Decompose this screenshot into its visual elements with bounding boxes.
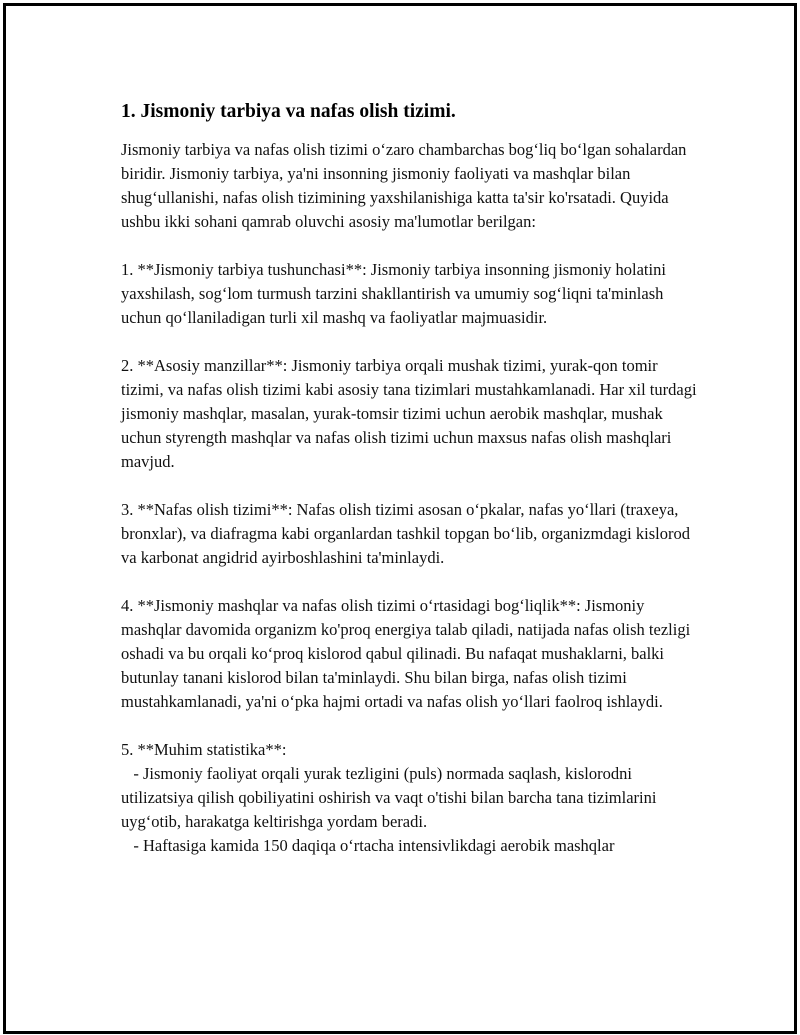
item-2-paragraph: 2. **Asosiy manzillar**: Jismoniy tarbiya orqali mushak tizimi, yurak-qon tomir tizimi, va nafas olish tizimi kabi asosiy tana tizimlari mustahkamlanadi. Har xil turdagi jismoniy mashqlar, masalan, yurak-tomsir tizimi uchun aerobik mashqlar, mushak uchun styrength mashqlar va nafas olish tizimi uchun maxsus nafas olish mashqlari mavjud. xyxy=(121,356,701,471)
document-body xyxy=(121,100,701,858)
item-5-paragraph: 5. **Muhim statistika**: - Jismoniy faoliyat orqali yurak tezligini (puls) normada saqlash, kislorodni utilizatsiya qilish qobiliyatini oshirish va vaqt o'tishi bilan barcha tana tizimlarini uyg‘otib, harakatga keltirishga yordam beradi. - Haftasiga kamida 150 daqiqa o‘rtacha intensivlikdagi aerobik mashqlar xyxy=(121,740,657,855)
page-frame xyxy=(3,3,797,1034)
section-heading: 1. Jismoniy tarbiya va nafas olish tizimi. xyxy=(121,101,456,122)
item-1-paragraph: 1. **Jismoniy tarbiya tushunchasi**: Jismoniy tarbiya insonning jismoniy holatini yaxshilash, sog‘lom turmush tarzini shakllantirish va umumiy sog‘liqni ta'minlash uchun qo‘llaniladigan turli xil mashq va faoliyatlar majmuasidir. xyxy=(121,260,671,327)
intro-paragraph: Jismoniy tarbiya va nafas olish tizimi o‘zaro chambarchas bog‘liq bo‘lgan sohalardan biridir. Jismoniy tarbiya, ya'ni insonning jismoniy faoliyati va mashqlar bilan shug‘ullanishi, nafas olish tizimining yaxshilanishiga katta ta'sir ko'rsatadi. Quyida ushbu ikki sohani qamrab oluvchi asosiy ma'lumotlar berilgan: xyxy=(121,140,691,231)
item-3-paragraph: 3. **Nafas olish tizimi**: Nafas olish tizimi asosan o‘pkalar, nafas yo‘llari (traxeya, bronxlar), va diafragma kabi organlardan tashkil topgan bo‘lib, organizmdagi kislorod va karbonat angidrid ayirboshlashini ta'minlaydi. xyxy=(121,500,695,567)
item-4-paragraph: 4. **Jismoniy mashqlar va nafas olish tizimi o‘rtasidagi bog‘liqlik**: Jismoniy mashqlar davomida organizm ko'proq energiya talab qiladi, natijada nafas olish tezligi oshadi va bu orqali ko‘proq kislorod qabul qilinadi. Bu nafaqat mushaklarni, balki butunlay tanani kislorod bilan ta'minlaydi. Shu bilan birga, nafas olish tizimi mustahkamlanadi, ya'ni o‘pka hajmi ortadi va nafas olish yo‘llari faolroq ishlaydi. xyxy=(121,596,695,711)
